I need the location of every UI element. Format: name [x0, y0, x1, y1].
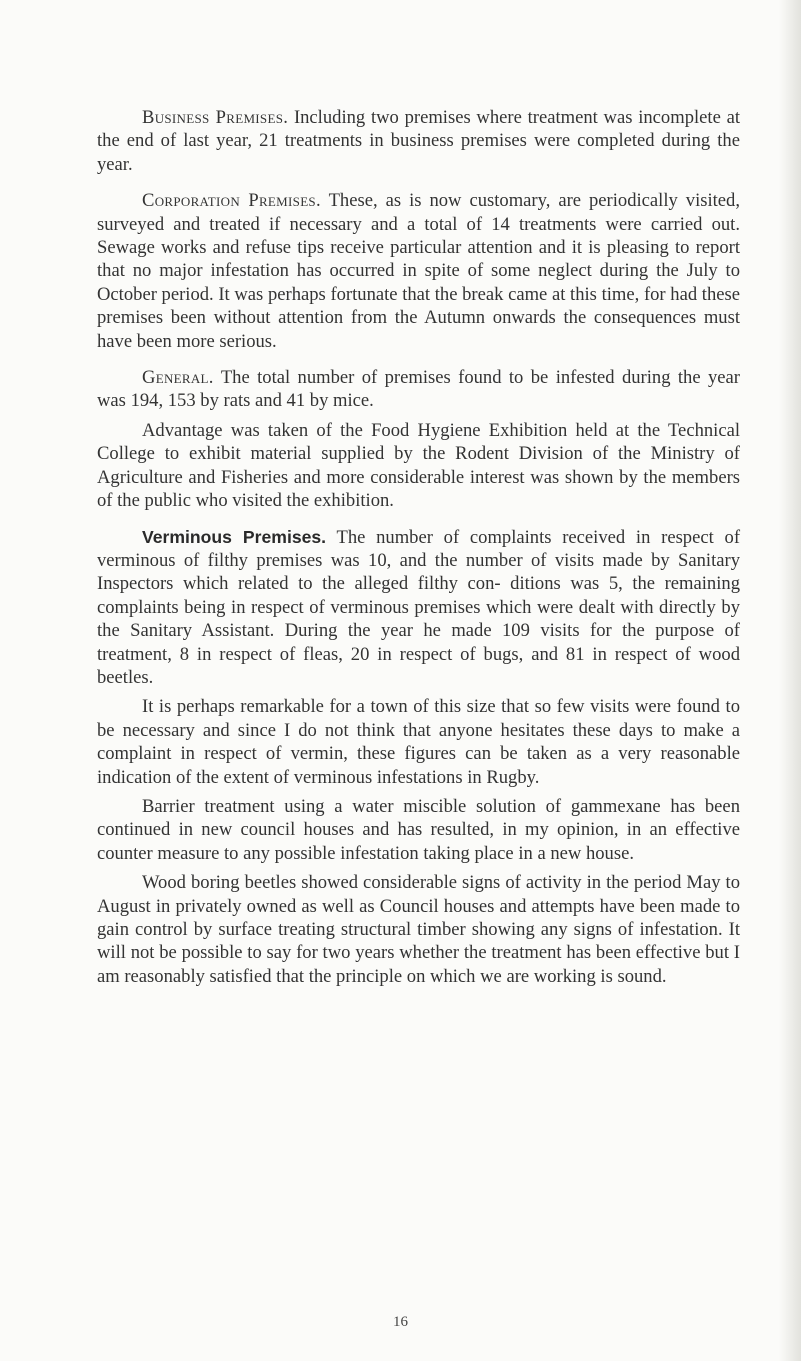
paragraph-text: These, as is now customary, are periodically visited, surveyed and treated if necessary and a total of 14 treatments were carried out. Sewage works and refuse tips receive particular attention and it is pleasing to report that no major infestation has occurred in spite of some neglect during the July to October period. It was perhaps fortunate that the break came at this time, for had these premises been without attention from the Autumn onwards the consequences must have been more serious. [97, 190, 741, 352]
section-heading-verminous-premises: Verminous Premises. [142, 526, 327, 547]
paragraph-text: The total number of premises found to be infested during the year was 194, 153 by rats and 41 by mice. [97, 367, 740, 412]
paragraph-text: Advantage was taken of the Food Hygiene Exhibition held at the Technical College to exhibit material supplied by the Rodent Division of the Ministry of Agriculture and Fisheries and more considerable interest was shown by the members of the public who visited the exhibition. [97, 419, 740, 512]
paragraph-text: Including two premises where treatment was incomplete at the end of last year, 21 treatments in business premises were completed during the year. [97, 107, 740, 175]
paragraph-text: The number of complaints received in respect of verminous of filthy premises was 10, and the number of visits made by Sanitary Inspectors which related to the alleged filthy con- ditions was 5, the remaining complaints being in respect of verminous premises which were dealt with directly by the Sanitary Assistant. During the year he made 109 visits for the purpose of treatment, 8 in respect of fleas, 20 in respect of bugs, and 81 in respect of wood beetles. [97, 526, 741, 688]
paragraph-text: It is perhaps remarkable for a town of this size that so few visits were found to be necessary and since I do not think that anyone hesitates these days to make a complaint in respect of vermin, these figures can be taken as a very reasonable indication of the extent of verminous infestations in Rugby. [97, 696, 740, 788]
section-heading-corporation-premises: Corporation Premises. [142, 190, 321, 212]
section-heading-business-premises: Business Premises. [142, 107, 289, 128]
paragraph-few-visits [97, 695, 740, 789]
paragraph-text: Barrier treatment using a water miscible solution of gammexane has been continued in new council houses and has resulted, in my opinion, in an effective counter measure to any possible infestation taking place in a new house. [97, 795, 740, 864]
paragraph-verminous-premises [97, 526, 740, 690]
section-heading-general: General. [142, 367, 214, 389]
paragraph-general [97, 366, 740, 413]
paragraph-text: Wood boring beetles showed considerable signs of activity in the period May to August in privately owned as well as Council houses and attempts have been made to gain control by surface treating structural timber showing any signs of infestation. It will not be possible to say for two years whether the treatment has been effective but I am reasonably satisfied that the principle on which we are working is sound. [97, 872, 740, 987]
paragraph-food-hygiene-exhibition [97, 419, 740, 513]
paragraph-barrier-treatment [97, 795, 740, 865]
paragraph-wood-boring-beetles [97, 871, 740, 988]
document-body [97, 106, 740, 988]
paragraph-corporation-premises [97, 189, 740, 353]
page-number: 16 [393, 1314, 408, 1330]
page-edge-shadow [779, 0, 801, 1361]
paragraph-business-premises [97, 106, 740, 176]
